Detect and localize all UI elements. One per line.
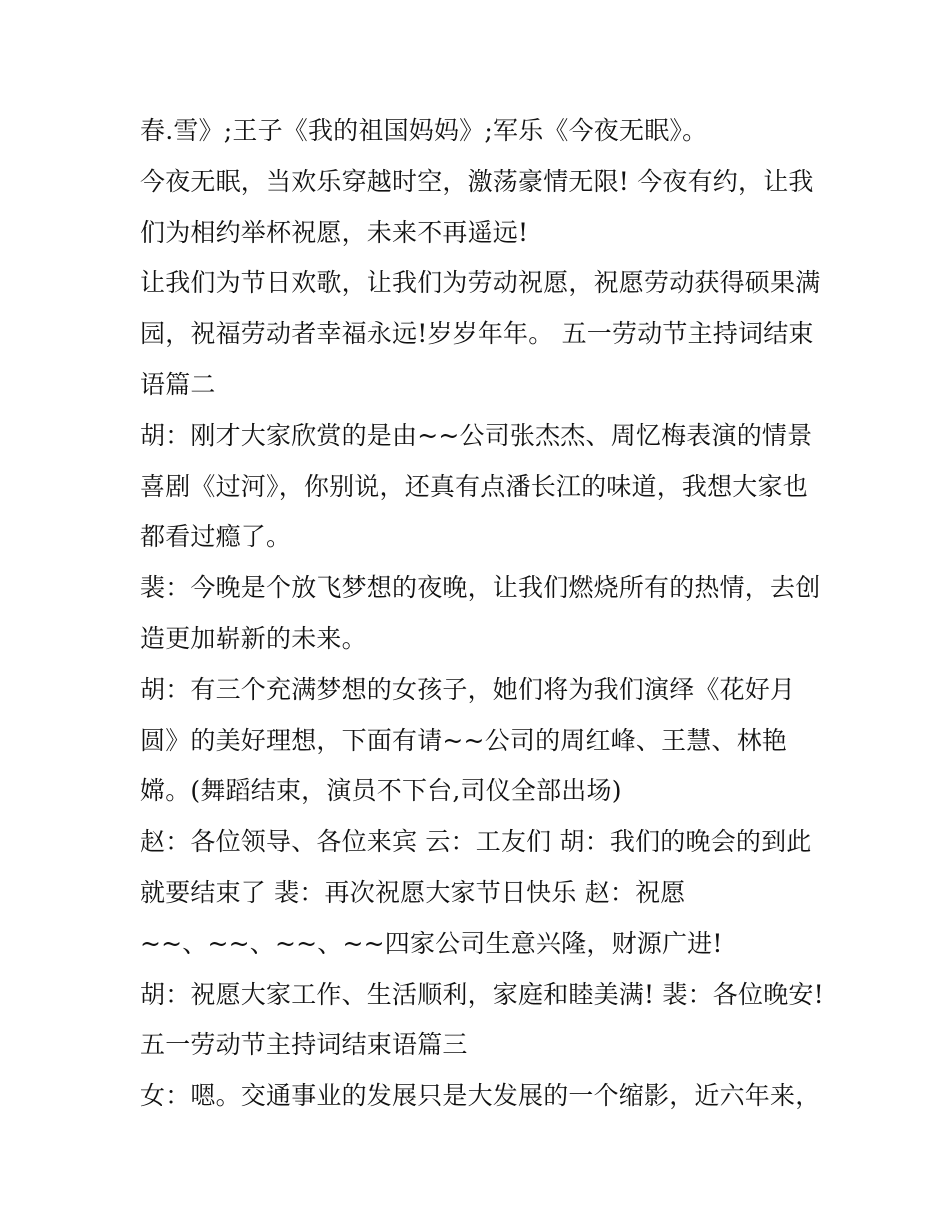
text-line: 就要结束了 裴：再次祝愿大家节日快乐 赵：祝愿 <box>140 877 686 907</box>
text-line: 都看过瘾了。 <box>140 522 292 552</box>
section-heading: 语篇二 <box>140 369 216 399</box>
text-line: 让我们为节日欢歌，让我们为劳动祝愿，祝愿劳动获得硕果满 <box>140 268 821 298</box>
text-line: 圆》的美好理想，下面有请~~公司的周红峰、王慧、林艳 <box>140 725 788 755</box>
text-line: ~~、~~、~~、~~四家公司生意兴隆，财源广进! <box>140 928 723 958</box>
text-line: 喜剧《过河》，你别说，还真有点潘长江的味道，我想大家也 <box>140 471 808 501</box>
section-heading: 五一劳动节主持词结束语篇三 <box>140 1030 468 1060</box>
document-body <box>140 106 824 1122</box>
text-line: 胡：刚才大家欣赏的是由~~公司张杰杰、周忆梅表演的情景 <box>140 420 813 450</box>
text-line: 春.雪》;王子《我的祖国妈妈》;军乐《今夜无眠》。 <box>140 116 708 145</box>
text-line: 胡：祝愿大家工作、生活顺利，家庭和睦美满! 裴：各位晚安! <box>140 979 824 1009</box>
text-line: 今夜无眠，当欢乐穿越时空，激荡豪情无限! 今夜有约，让我 <box>140 166 814 196</box>
text-line: 们为相约举杯祝愿，未来不再遥远! <box>140 217 529 247</box>
text-line: 园，祝福劳动者幸福永远!岁岁年年。 五一劳动节主持词结束 <box>140 319 814 349</box>
text-line: 女：嗯。交通事业的发展只是大发展的一个缩影，近六年来， <box>140 1081 821 1111</box>
text-line: 嫦。(舞蹈结束，演员不下台,司仪全部出场) <box>140 776 622 806</box>
text-line: 造更加崭新的未来。 <box>140 623 367 653</box>
text-line: 赵：各位领导、各位来宾 云：工友们 胡：我们的晚会的到此 <box>140 827 812 857</box>
text-line: 胡：有三个充满梦想的女孩子，她们将为我们演绎《花好月 <box>140 674 796 704</box>
text-line: 裴：今晚是个放飞梦想的夜晚，让我们燃烧所有的热情，去创 <box>140 573 821 603</box>
